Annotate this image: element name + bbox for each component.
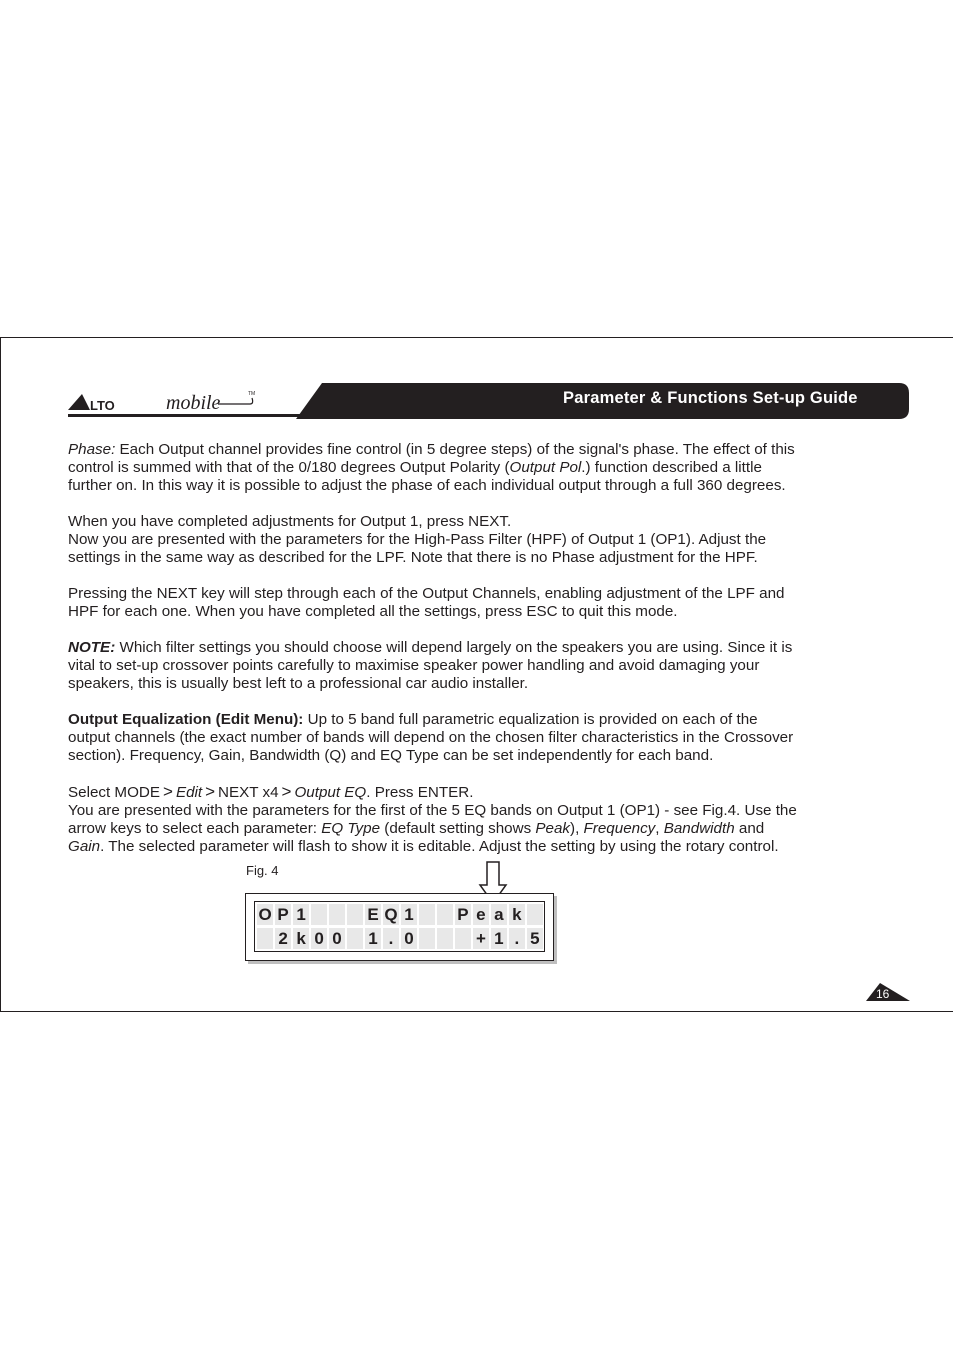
lcd-cell: . <box>383 928 399 949</box>
figure-label: Fig. 4 <box>246 863 279 878</box>
lcd-cell: 1 <box>293 904 309 925</box>
note-line-2: vital to set-up crossover points carefully to maximise speaker power handling and avoid damaging your <box>68 657 760 674</box>
alto-mobile-logo <box>68 386 268 416</box>
op1-line-3: settings in the same way as described for the LPF. Note that there is no Phase adjustment for the HPF. <box>68 549 758 566</box>
lcd-cell: 1 <box>365 928 381 949</box>
lcd-cell: e <box>473 904 489 925</box>
select-line-3h: Bandwidth <box>663 820 735 837</box>
select-line-3e: ), <box>570 820 584 837</box>
note-lead: NOTE: <box>68 639 116 656</box>
lcd-cell <box>437 928 453 949</box>
select-step-1: Select MODE <box>68 784 160 801</box>
lcd-cell: P <box>275 904 291 925</box>
phase-line-2c: .) function described a little <box>581 459 762 476</box>
select-step-2: Edit <box>175 784 203 801</box>
eq-paragraph <box>68 711 908 765</box>
note-line-3: speakers, this is usually best left to a professional car audio installer. <box>68 675 529 692</box>
lcd-cell <box>311 904 327 925</box>
phase-line-2a: control is summed with that of the 0/180 degrees Output Polarity ( <box>68 459 510 476</box>
logo-script-text: mobile <box>166 392 221 414</box>
page-number: 16 <box>876 987 890 1001</box>
lcd-cell <box>437 904 453 925</box>
chevron-right-icon: > <box>281 782 292 801</box>
lcd-cell: k <box>509 904 525 925</box>
select-line-3b: EQ Type <box>321 820 381 837</box>
select-line-3i: and <box>734 820 765 837</box>
lcd-cell: 5 <box>527 928 543 949</box>
phase-lead: Phase: <box>68 441 116 458</box>
lcd-cell: 0 <box>329 928 345 949</box>
lcd-cell: E <box>365 904 381 925</box>
logo-brand-text: LTO <box>90 398 115 413</box>
lcd-cell: 2 <box>275 928 291 949</box>
lcd-cell: a <box>491 904 507 925</box>
lcd-cell: 1 <box>401 904 417 925</box>
header-rule <box>68 414 300 417</box>
lcd-cell <box>527 904 543 925</box>
phase-line-3: further on. In this way it is possible to adjust the phase of each individual output through a full 360 degrees. <box>68 477 786 494</box>
lcd-cell: k <box>293 928 309 949</box>
select-step-5: . Press ENTER. <box>366 784 474 801</box>
select-paragraph <box>68 783 908 856</box>
lcd-cell <box>329 904 345 925</box>
lcd-cell <box>419 928 435 949</box>
logo-trademark: TM <box>248 391 256 397</box>
lcd-cell: + <box>473 928 489 949</box>
eq-line-1: Up to 5 band full parametric equalization is provided on each of the <box>307 711 758 728</box>
lcd-cell <box>455 928 471 949</box>
op1-line-2: Now you are presented with the parameters for the High-Pass Filter (HPF) of Output 1 (OP1). Adjust the <box>68 531 767 548</box>
op1-paragraph <box>68 513 908 567</box>
select-step-3: NEXT x4 <box>218 784 279 801</box>
note-paragraph <box>68 639 908 693</box>
lcd-cell: Q <box>384 905 398 924</box>
lcd-cell: P <box>455 904 471 925</box>
lcd-row-1 <box>257 904 545 925</box>
lcd-cell <box>347 928 363 949</box>
note-line-1: Which filter settings you should choose will depend largely on the speakers you are using. Since it is <box>119 639 793 656</box>
chevron-right-icon: > <box>163 782 173 801</box>
next-paragraph <box>68 585 908 621</box>
phase-paragraph <box>68 441 908 495</box>
select-line-4a: Gain <box>68 838 101 855</box>
lcd-cell: . <box>509 928 525 949</box>
select-step-4: Output EQ <box>294 784 367 801</box>
lcd-row-2 <box>257 928 545 949</box>
phase-line-2b: Output Pol <box>509 459 582 476</box>
select-line-3d: Peak <box>535 820 571 837</box>
lcd-cell <box>419 904 435 925</box>
lcd-cell <box>347 904 363 925</box>
page-title: Parameter & Functions Set-up Guide <box>563 389 858 407</box>
select-line-3c: (default setting shows <box>380 820 536 837</box>
select-line-4b: . The selected parameter will flash to show it is editable. Adjust the setting by using the rotary control. <box>100 838 779 855</box>
next-line-2: HPF for each one. When you have completed all the settings, press ESC to quit this mode. <box>68 603 678 620</box>
lcd-cell: 1 <box>491 928 507 949</box>
body-text <box>68 441 908 874</box>
select-line-3g: , <box>655 820 664 837</box>
lcd-cell <box>257 928 273 949</box>
eq-line-2: output channels (the exact number of bands will depend on the chosen filter characteristics in the Crossover <box>68 729 794 746</box>
lcd-cell: 0 <box>311 928 327 949</box>
eq-lead: Output Equalization (Edit Menu): <box>68 711 304 728</box>
phase-line-1: Each Output channel provides fine control (in 5 degree steps) of the signal's phase. The effect of this <box>119 441 795 458</box>
lcd-cell: 0 <box>401 928 417 949</box>
select-line-2: You are presented with the parameters for the first of the 5 EQ bands on Output 1 (OP1) - see Fig.4. Use the <box>68 802 797 819</box>
select-line-3f: Frequency <box>583 820 656 837</box>
next-line-1: Pressing the NEXT key will step through each of the Output Channels, enabling adjustment of the LPF and <box>68 585 785 602</box>
lcd-cell: O <box>258 905 272 924</box>
chevron-right-icon: > <box>205 782 216 801</box>
op1-line-1: When you have completed adjustments for Output 1, press NEXT. <box>68 513 512 530</box>
select-line-3a: arrow keys to select each parameter: <box>68 820 322 837</box>
eq-line-3: section). Frequency, Gain, Bandwidth (Q) and EQ Type can be set independently for each band. <box>68 747 714 764</box>
